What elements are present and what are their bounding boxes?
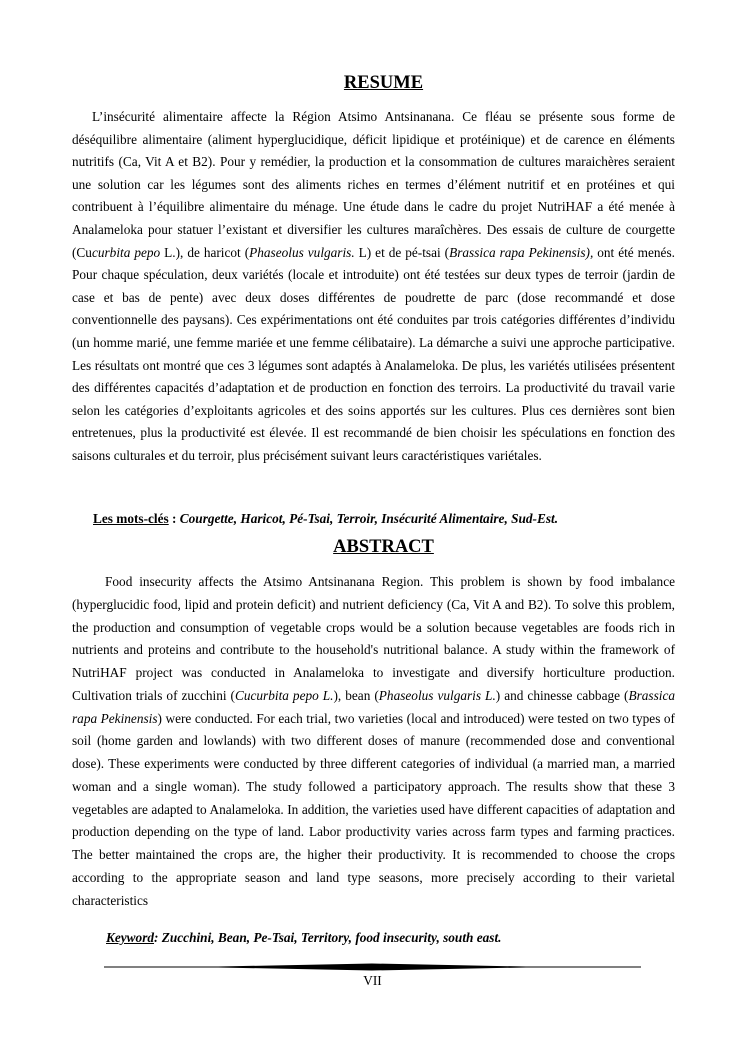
resume-text-4: ont été menés. Pour chaque spéculation, deux variétés (locale et introduite) ont été testées sur deux types de terroir (jardin de case et bas de pente) avec deux doses différentes de poudrette de parc (dose recommandé et dose conventionnelle des paysans). Ces expérimentations ont été conduites par trois catégories différentes d’individu (un homme marié, une femme mariée et une femme célibataire). La démarche a suivi une approche participative. Les résultats ont montré que ces 3 légumes sont adaptés à Analameloka. De plus, les variétés utilisées présentent des différentes capacités d’adaptation et de production en fonction des terroirs. La productivité du travail varie selon les catégories d’exploitants agricoles et des soins apportés sur les cultures. Plus ces dernières sont bien entretenues, plus la productivité est élevée. Il est recommandé de bien choisir les spéculations en fonction des saisons culturales et du terroir, plus précisément suivant leurs caractéristiques variétales. (72, 244, 675, 463)
resume-text-3: L) et de pé-tsai ( (354, 244, 450, 260)
resume-title: RESUME (343, 73, 424, 93)
page-number: VII (363, 973, 382, 988)
abstract-keywords (106, 929, 501, 947)
abstract-title: ABSTRACT (333, 537, 434, 557)
resume-species-bean: Phaseolus vulgaris. (249, 244, 355, 260)
resume-text-1: L’insécurité alimentaire affecte la Région Atsimo Antsinanana. Ce fléau se présente sous forme de déséquilibre alimentaire (aliment hyperglucidique, déficit lipidique et protéinique) et de carence en éléments nutritifs (Ca, Vit A et B2). Pour y remédier, la production et la consommation de cultures maraichères seraient une solution car les légumes sont des aliments riches en termes d’élément nutritif et en protéines et qui contribuent à l’équilibre alimentaire du ménage. Une étude dans le cadre du projet NutriHAF a été menée à Analameloka pour statuer l’existant et diversifier les cultures maraîchères. Des essais de culture de courgette (Cu (72, 109, 675, 260)
abstract-text-4: ) were conducted. For each trial, two varieties (local and introduced) were tested on two types of soil (home garden and lowlands) with two different doses of manure (recommended dose and conventional dose). These experiments were conducted by three different categories of individual (a married man, a married woman and a single woman). The study followed a participatory approach. The results show that these 3 vegetables are adapted to Analameloka. In addition, the varieties used have different capacities of adaptation and production depending on the type of land. Labor productivity varies across farm types and farming practices. The better maintained the crops are, the higher their productivity. It is recommended to choose the crops according to the appropriate season and land type seasons, more precisely according to their varietal characteristics (72, 710, 675, 908)
resume-paragraph (72, 106, 675, 468)
resume-keywords-values: Courgette, Haricot, Pé-Tsai, Terroir, Insécurité Alimentaire, Sud-Est. (179, 511, 559, 526)
resume-keywords (93, 510, 558, 528)
resume-text-2: L.), de haricot ( (160, 244, 250, 260)
abstract-keywords-label: Keyword (106, 930, 155, 945)
resume-species-petsai: Brassica rapa Pekinensis), (449, 244, 594, 260)
resume-species-zucchini: curbita pepo (91, 244, 161, 260)
abstract-species-zucchini: Cucurbita pepo L. (234, 687, 334, 703)
abstract-text-3: ) and chinesse cabbage ( (495, 687, 629, 703)
abstract-text-2: ), bean ( (333, 687, 379, 703)
resume-keywords-label: Les mots-clés (93, 511, 169, 526)
abstract-paragraph (72, 571, 675, 912)
resume-keywords-separator: : (168, 511, 180, 526)
abstract-keywords-values: : Zucchini, Bean, Pe-Tsai, Territory, food insecurity, south east. (154, 930, 502, 945)
abstract-text-1: Food insecurity affects the Atsimo Antsinanana Region. This problem is shown by food imbalance (hyperglucidic food, lipid and protein deficit) and nutrient deficiency (Ca, Vit A and B2). To solve this problem, the production and consumption of vegetable crops would be a solution because vegetables are foods rich in nutrients and proteins and contribute to the household's nutritional balance. A study within the framework of NutriHAF project was conducted in Analameloka to investigate and diversify horticulture production. Cultivation trials of zucchini ( (72, 574, 675, 703)
abstract-species-cabbage: Brassica rapa Pekinensis (72, 687, 675, 726)
abstract-species-bean: Phaseolus vulgaris L. (378, 687, 496, 703)
